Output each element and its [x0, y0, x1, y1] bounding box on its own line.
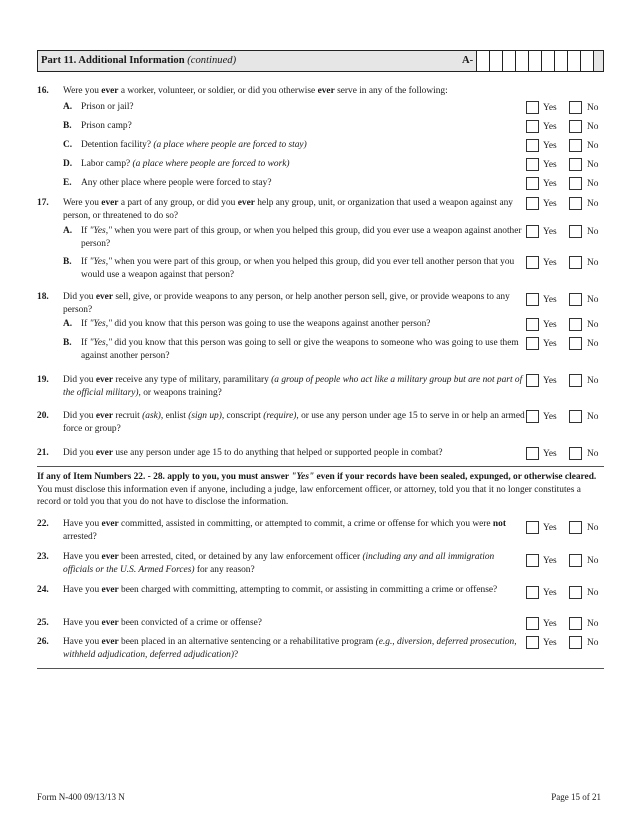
yes-no-answer	[526, 177, 604, 191]
no-label: No	[587, 295, 599, 305]
item-letter: D.	[63, 159, 73, 169]
no-checkbox[interactable]	[569, 554, 582, 567]
a-number-input[interactable]	[477, 50, 594, 72]
question-text: Have you ever committed, assisted in committing, or attempted to commit, a crime or offense for which you were not arrested?	[63, 519, 506, 542]
yes-no-answer	[526, 293, 604, 307]
yes-label: Yes	[543, 339, 557, 349]
yes-label: Yes	[543, 556, 557, 566]
no-label: No	[587, 339, 599, 349]
question-text: Have you ever been arrested, cited, or detained by any law enforcement officer (including any and all immigration officials or the U.S. Armed Forces) for any reason?	[63, 552, 495, 575]
yes-no-answer	[526, 197, 604, 211]
yes-label: Yes	[543, 141, 557, 151]
a-number-digit[interactable]	[554, 50, 568, 72]
item-text: Prison or jail?	[81, 102, 134, 112]
yes-checkbox[interactable]	[526, 158, 539, 171]
a-number-digit[interactable]	[580, 50, 594, 72]
item-text: If "Yes," when you were part of this group, or when you helped this group, did you ever use a weapon against another person?	[81, 226, 522, 249]
question-number: 19.	[37, 375, 49, 385]
yes-checkbox[interactable]	[526, 256, 539, 269]
yes-checkbox[interactable]	[526, 521, 539, 534]
yes-label: Yes	[543, 320, 557, 330]
yes-checkbox[interactable]	[526, 447, 539, 460]
yes-checkbox[interactable]	[526, 197, 539, 210]
yes-no-answer	[526, 101, 604, 115]
no-checkbox[interactable]	[569, 139, 582, 152]
yes-no-answer	[526, 521, 604, 535]
yes-no-answer	[526, 617, 604, 631]
yes-label: Yes	[543, 103, 557, 113]
no-label: No	[587, 556, 599, 566]
no-label: No	[587, 258, 599, 268]
no-label: No	[587, 449, 599, 459]
item-letter: A.	[63, 319, 73, 329]
yes-label: Yes	[543, 258, 557, 268]
item-letter: A.	[63, 226, 73, 236]
no-checkbox[interactable]	[569, 225, 582, 238]
question-text: Have you ever been placed in an alternative sentencing or a rehabilitative program (e.g., diversion, deferred prosecution, withheld adjudication, deferred adjudication)?	[63, 637, 517, 660]
no-label: No	[587, 523, 599, 533]
yes-checkbox[interactable]	[526, 410, 539, 423]
part-title: Part 11. Additional Information (continued)	[41, 55, 237, 66]
no-label: No	[587, 141, 599, 151]
question-number: 16.	[37, 86, 49, 96]
no-label: No	[587, 412, 599, 422]
yes-no-answer	[526, 636, 604, 650]
yes-no-answer	[526, 158, 604, 172]
a-number-digit[interactable]	[502, 50, 516, 72]
yes-label: Yes	[543, 295, 557, 305]
question-number: 21.	[37, 448, 49, 458]
item-letter: A.	[63, 102, 73, 112]
no-checkbox[interactable]	[569, 197, 582, 210]
question-text: Have you ever been convicted of a crime or offense?	[63, 618, 262, 628]
yes-no-answer	[526, 410, 604, 424]
yes-checkbox[interactable]	[526, 617, 539, 630]
no-checkbox[interactable]	[569, 337, 582, 350]
no-checkbox[interactable]	[569, 586, 582, 599]
no-checkbox[interactable]	[569, 177, 582, 190]
no-checkbox[interactable]	[569, 120, 582, 133]
yes-checkbox[interactable]	[526, 554, 539, 567]
no-checkbox[interactable]	[569, 447, 582, 460]
item-letter: E.	[63, 178, 72, 188]
yes-no-answer	[526, 554, 604, 568]
item-text: Prison camp?	[81, 121, 132, 131]
disclosure-notice: If any of Item Numbers 22. - 28. apply to you, you must answer "Yes" even if your records have been sealed, expunged, or otherwise cleared. You must disclose this information even if anyone, including a judge, law enforcement officer, or attorney, told you that it no longer constitutes a record or told you that you do not have to disclose the information.	[37, 472, 597, 507]
yes-checkbox[interactable]	[526, 101, 539, 114]
yes-no-answer	[526, 337, 604, 351]
yes-no-answer	[526, 225, 604, 239]
a-number-digit[interactable]	[541, 50, 555, 72]
yes-checkbox[interactable]	[526, 337, 539, 350]
yes-no-answer	[526, 256, 604, 270]
yes-no-answer	[526, 374, 604, 388]
page-number: Page 15 of 21	[551, 792, 601, 802]
question-number: 20.	[37, 411, 49, 421]
no-label: No	[587, 588, 599, 598]
yes-no-answer	[526, 139, 604, 153]
no-label: No	[587, 122, 599, 132]
item-text: Any other place where people were forced to stay?	[81, 178, 272, 188]
no-checkbox[interactable]	[569, 101, 582, 114]
item-letter: B.	[63, 121, 72, 131]
yes-label: Yes	[543, 227, 557, 237]
no-label: No	[587, 638, 599, 648]
question-number: 17.	[37, 198, 49, 208]
question-number: 25.	[37, 618, 49, 628]
no-checkbox[interactable]	[569, 521, 582, 534]
yes-no-answer	[526, 318, 604, 332]
question-text: Did you ever use any person under age 15 to do anything that helped or supported people in combat?	[63, 448, 443, 458]
a-number-digit[interactable]	[515, 50, 529, 72]
yes-label: Yes	[543, 449, 557, 459]
no-label: No	[587, 199, 599, 209]
no-checkbox[interactable]	[569, 410, 582, 423]
section-divider	[37, 466, 604, 467]
yes-label: Yes	[543, 160, 557, 170]
item-letter: B.	[63, 257, 72, 267]
yes-label: Yes	[543, 619, 557, 629]
item-text: If "Yes," did you know that this person was going to use the weapons against another person?	[81, 319, 431, 329]
item-text: If "Yes," did you know that this person was going to sell or give the weapons to someone who was going to use them against another person?	[81, 338, 519, 361]
yes-no-answer	[526, 586, 604, 600]
no-checkbox[interactable]	[569, 256, 582, 269]
yes-label: Yes	[543, 122, 557, 132]
yes-checkbox[interactable]	[526, 139, 539, 152]
yes-checkbox[interactable]	[526, 318, 539, 331]
form-id: Form N-400 09/13/13 N	[37, 792, 125, 802]
item-letter: B.	[63, 338, 72, 348]
question-number: 26.	[37, 637, 49, 647]
question-number: 24.	[37, 585, 49, 595]
yes-checkbox[interactable]	[526, 586, 539, 599]
yes-label: Yes	[543, 412, 557, 422]
no-label: No	[587, 376, 599, 386]
question-number: 18.	[37, 292, 49, 302]
question-number: 22.	[37, 519, 49, 529]
part-header	[37, 50, 604, 72]
no-checkbox[interactable]	[569, 374, 582, 387]
no-label: No	[587, 320, 599, 330]
no-label: No	[587, 179, 599, 189]
no-checkbox[interactable]	[569, 158, 582, 171]
question-text: Have you ever been charged with committing, attempting to commit, or assisting in committing a crime or offense?	[63, 585, 498, 595]
yes-no-answer	[526, 447, 604, 461]
no-label: No	[587, 227, 599, 237]
no-checkbox[interactable]	[569, 636, 582, 649]
yes-no-answer	[526, 120, 604, 134]
question-text: Did you ever recruit (ask), enlist (sign up), conscript (require), or use any person under age 15 to serve in or help an armed force or group?	[63, 411, 525, 434]
no-checkbox[interactable]	[569, 293, 582, 306]
a-number-label: A-	[462, 55, 474, 66]
a-number-digit[interactable]	[476, 50, 490, 72]
no-label: No	[587, 103, 599, 113]
yes-label: Yes	[543, 638, 557, 648]
yes-label: Yes	[543, 523, 557, 533]
yes-checkbox[interactable]	[526, 225, 539, 238]
question-text: Did you ever sell, give, or provide weapons to any person, or help another person sell, give, or provide weapons to any person?	[63, 292, 510, 315]
yes-checkbox[interactable]	[526, 293, 539, 306]
yes-label: Yes	[543, 376, 557, 386]
yes-checkbox[interactable]	[526, 636, 539, 649]
question-text: Did you ever receive any type of military, paramilitary (a group of people who act like a military group but are not part of the official military), or weapons training?	[63, 375, 523, 398]
question-number: 23.	[37, 552, 49, 562]
yes-checkbox[interactable]	[526, 120, 539, 133]
no-label: No	[587, 619, 599, 629]
a-number-digit[interactable]	[528, 50, 542, 72]
question-text: Were you ever a worker, volunteer, or soldier, or did you otherwise ever serve in any of the following:	[63, 86, 448, 96]
yes-label: Yes	[543, 179, 557, 189]
yes-checkbox[interactable]	[526, 374, 539, 387]
a-number-digit[interactable]	[567, 50, 581, 72]
yes-label: Yes	[543, 199, 557, 209]
yes-label: Yes	[543, 588, 557, 598]
no-label: No	[587, 160, 599, 170]
a-number-digit[interactable]	[489, 50, 503, 72]
item-text: Labor camp? (a place where people are forced to work)	[81, 159, 290, 169]
no-checkbox[interactable]	[569, 617, 582, 630]
item-text: If "Yes," when you were part of this group, or when you helped this group, did you ever tell another person that you would use a weapon against that person?	[81, 257, 515, 280]
no-checkbox[interactable]	[569, 318, 582, 331]
section-divider	[37, 668, 604, 669]
question-text: Were you ever a part of any group, or did you ever help any group, unit, or organization that used a weapon against any person, or threatened to do so?	[63, 198, 513, 221]
yes-checkbox[interactable]	[526, 177, 539, 190]
item-text: Detention facility? (a place where people are forced to stay)	[81, 140, 307, 150]
item-letter: C.	[63, 140, 73, 150]
